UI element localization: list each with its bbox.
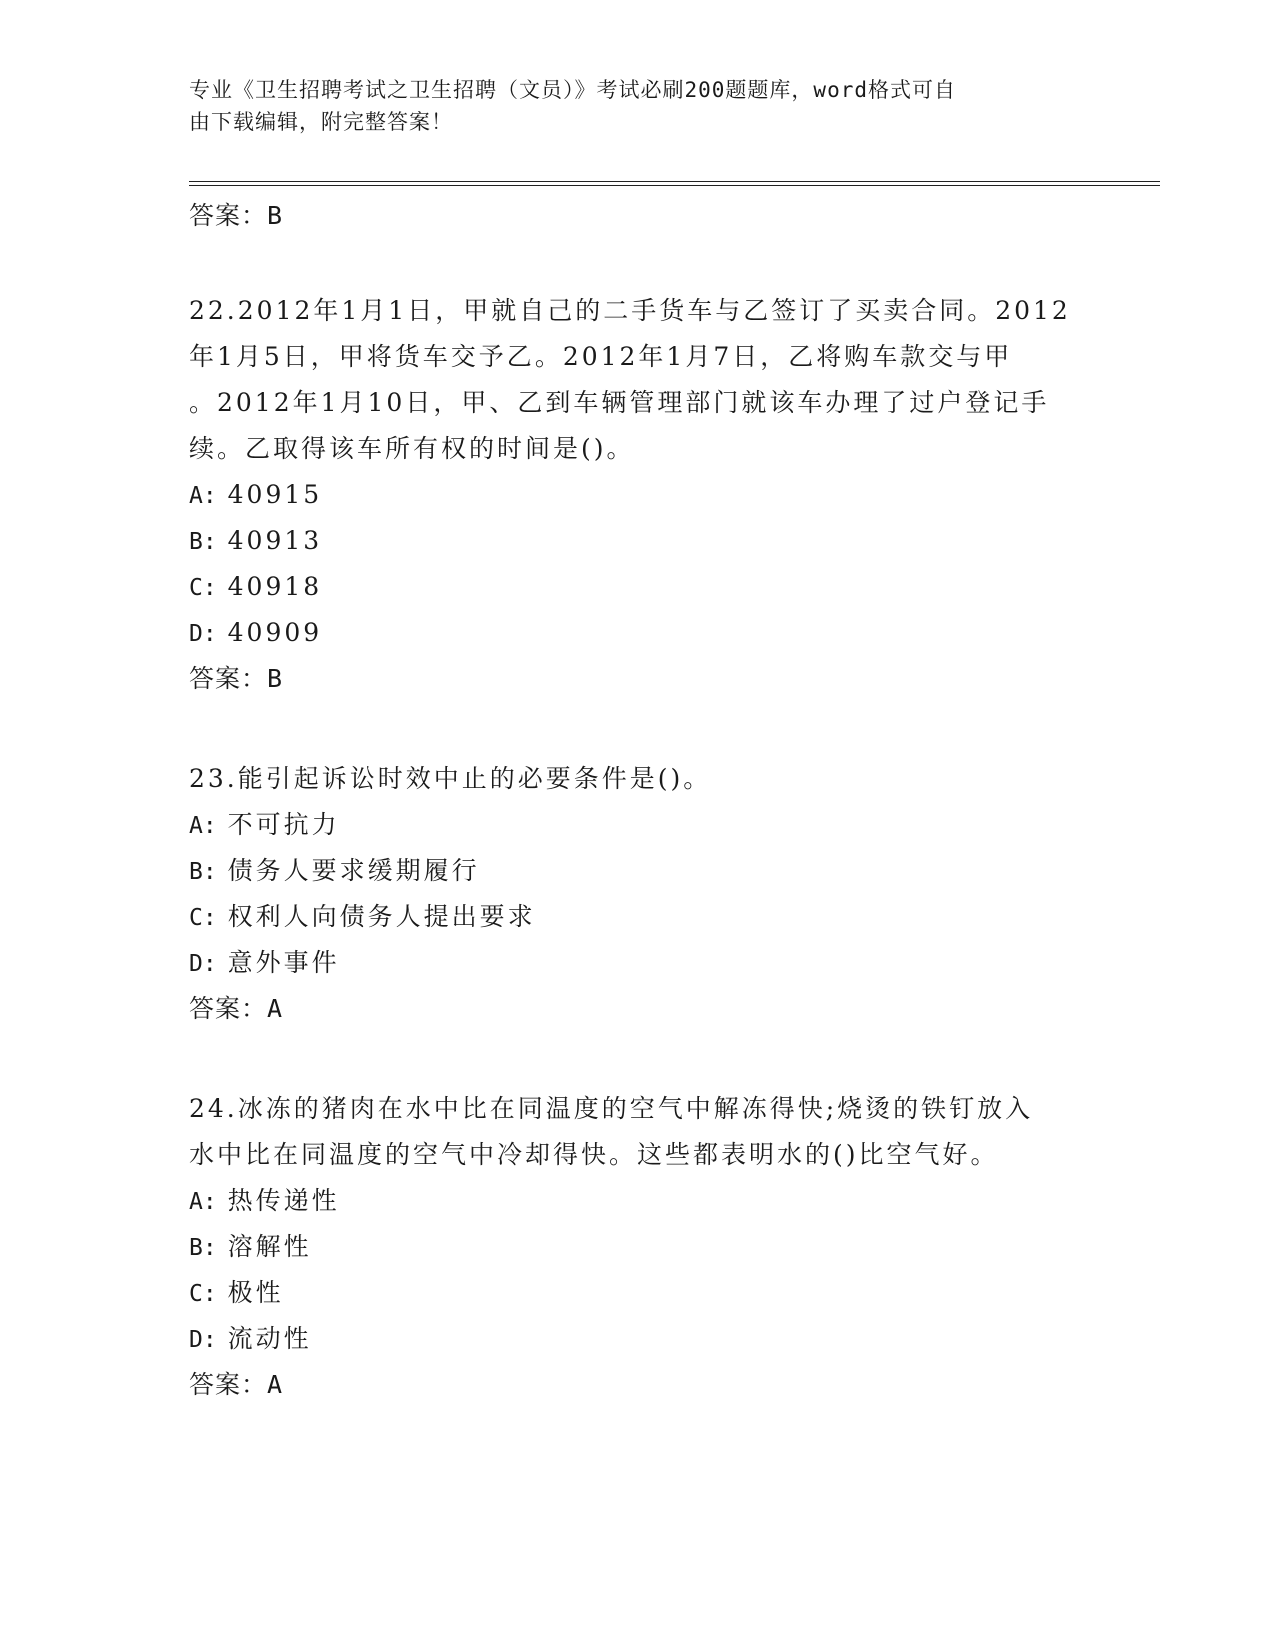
option-a — [189, 802, 1089, 848]
question-23 — [189, 756, 1089, 1032]
option-text: 40913 — [227, 526, 323, 555]
option-text: 40909 — [227, 618, 323, 647]
option-c — [189, 894, 1089, 940]
option-key: B: — [189, 1235, 217, 1261]
header-line-1: 专业《卫生招聘考试之卫生招聘（文员）》考试必刷200题题库，word格式可自 — [189, 78, 956, 102]
option-text: 意外事件 — [227, 948, 340, 977]
document-body — [189, 192, 1089, 1408]
document-header — [189, 74, 1089, 138]
option-text: 溶解性 — [227, 1232, 312, 1261]
answer: 答案：A — [189, 1370, 284, 1399]
option-text: 权利人向债务人提出要求 — [227, 902, 536, 931]
question-line: 水中比在同温度的空气中冷却得快。这些都表明水的()比空气好。 — [189, 1140, 999, 1169]
option-key: A: — [189, 483, 217, 509]
question-text — [189, 1086, 1089, 1178]
question-22 — [189, 288, 1089, 702]
option-key: C: — [189, 575, 217, 601]
question-text — [189, 288, 1089, 472]
option-key: C: — [189, 1281, 217, 1307]
option-b — [189, 518, 1089, 564]
question-line: 22.2012年1月1日，甲就自己的二手货车与乙签订了买卖合同。2012 — [189, 296, 1071, 325]
option-b — [189, 848, 1089, 894]
header-line-2: 由下载编辑，附完整答案！ — [189, 110, 453, 134]
option-a — [189, 1178, 1089, 1224]
option-text: 债务人要求缓期履行 — [227, 856, 480, 885]
question-line: 24.冰冻的猪肉在水中比在同温度的空气中解冻得快;烧烫的铁钉放入 — [189, 1094, 1034, 1123]
option-a — [189, 472, 1089, 518]
option-key: D: — [189, 1327, 217, 1353]
option-key: D: — [189, 951, 217, 977]
option-text: 不可抗力 — [227, 810, 340, 839]
option-key: D: — [189, 621, 217, 647]
option-key: A: — [189, 1189, 217, 1215]
option-text: 流动性 — [227, 1324, 312, 1353]
option-d — [189, 940, 1089, 986]
answer: 答案：A — [189, 994, 284, 1023]
question-24 — [189, 1086, 1089, 1408]
option-c — [189, 564, 1089, 610]
answer: 答案：B — [189, 664, 284, 693]
option-b — [189, 1224, 1089, 1270]
option-key: A: — [189, 813, 217, 839]
option-key: B: — [189, 529, 217, 555]
option-d — [189, 610, 1089, 656]
question-line: 续。乙取得该车所有权的时间是()。 — [189, 434, 635, 463]
option-c — [189, 1270, 1089, 1316]
question-text — [189, 756, 1089, 802]
question-line: 。2012年1月10日，甲、乙到车辆管理部门就该车办理了过户登记手 — [189, 388, 1050, 417]
header-divider-bottom — [189, 185, 1160, 186]
previous-answer: 答案：B — [189, 201, 284, 230]
header-divider-top — [189, 181, 1160, 182]
question-line: 年1月5日，甲将货车交予乙。2012年1月7日，乙将购车款交与甲 — [189, 342, 1013, 371]
question-line: 23.能引起诉讼时效中止的必要条件是()。 — [189, 764, 712, 793]
option-text: 极性 — [227, 1278, 284, 1307]
option-key: B: — [189, 859, 217, 885]
option-text: 40915 — [227, 480, 323, 509]
option-text: 40918 — [227, 572, 323, 601]
option-text: 热传递性 — [227, 1186, 340, 1215]
option-key: C: — [189, 905, 217, 931]
option-d — [189, 1316, 1089, 1362]
